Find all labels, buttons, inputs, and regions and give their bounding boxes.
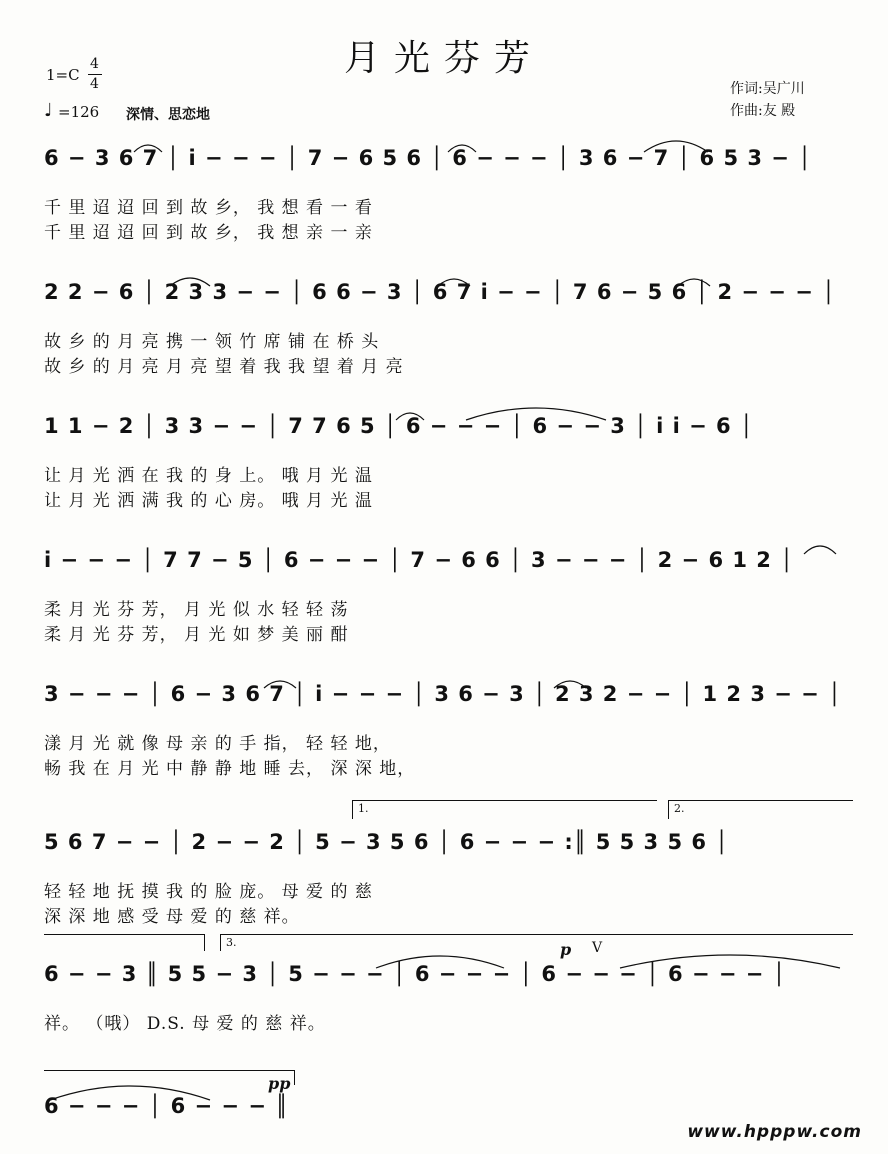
volta-bracket-1 <box>352 800 657 819</box>
lyrics-verse-1: 故 乡 的 月 亮 携 一 领 竹 席 铺 在 桥 头 <box>44 332 380 352</box>
volta-label-1: 1. <box>358 802 369 815</box>
jianpu-notes: 3 − − − │ 6 − 3 6 7 │ i − − − │ 3 6 − 3 │ 2 3 2 − − │ 1 2 3 − − │ <box>44 682 842 706</box>
tempo-marking: =126 <box>58 103 100 121</box>
dynamic-marking: p <box>560 940 572 959</box>
lyrics-verse-1: 柔 月 光 芬 芳， 月 光 似 水 轻 轻 荡 <box>44 600 349 620</box>
score-system-7 <box>0 936 888 1082</box>
lyrics-verse-1: 轻 轻 地 抚 摸 我 的 脸 庞。 母 爱 的 慈 <box>44 882 373 902</box>
breath-mark: V <box>592 940 603 956</box>
score-system-6 <box>0 802 888 950</box>
volta-bracket-continue <box>44 934 205 951</box>
lyrics-verse-1: 祥。 （哦） D.S. 母 爱 的 慈 祥。 <box>44 1014 326 1034</box>
jianpu-notes: 6 − − 3 ║ 5 5 − 3 │ 5 − − − │ 6 − − − │ 6 − − − │ 6 − − − │ <box>44 962 787 986</box>
jianpu-notes: 2 2 − 6 │ 2 3 3 − − │ 6 6 − 3 │ 6 7 i − − │ 7 6 − 5 6 │ 2 − − − │ <box>44 280 836 304</box>
score-system-4 <box>0 548 888 668</box>
score-system-5 <box>0 682 888 802</box>
lyricist-credit: 作词:吴广川 <box>730 81 805 97</box>
watermark: www.hpppw.com <box>687 1122 862 1142</box>
jianpu-notes: 1 1 − 2 │ 3 3 − − │ 7 7 6 5 │ 6 − − − │ 6 − − 3 │ i i − 6 │ <box>44 414 754 438</box>
dynamic-marking: pp <box>268 1074 291 1093</box>
lyrics-verse-1: 漾 月 光 就 像 母 亲 的 手 指， 轻 轻 地， <box>44 734 391 754</box>
key-signature: 1=C <box>46 66 80 84</box>
expression-marking: 深情、思恋地 <box>126 107 210 123</box>
volta-label-2: 2. <box>674 802 685 815</box>
time-signature-top: 4 <box>90 56 99 72</box>
volta-bracket-2 <box>668 800 853 819</box>
jianpu-notes: i − − − │ 7 7 − 5 │ 6 − − − │ 7 − 6 6 │ 3 − − − │ 2 − 6 1 2 │ <box>44 548 794 572</box>
volta-label-3: 3. <box>226 936 237 949</box>
jianpu-notes: 6 − 3 6 7 │ i − − − │ 7 − 6 5 6 │ 6 − − − │ 3 6 − 7 │ 6 5 3 − │ <box>44 146 812 170</box>
lyrics-verse-2: 千 里 迢 迢 回 到 故 乡， 我 想 亲 一 亲 <box>44 223 373 243</box>
jianpu-notes: 6 − − − │ 6 − − − ║ <box>44 1094 289 1118</box>
jianpu-notes: 5 6 7 − − │ 2 − − 2 │ 5 − 3 5 6 │ 6 − − − :║ 5 5 3 5 6 │ <box>44 830 729 854</box>
time-signature-line <box>88 74 102 75</box>
volta-bracket-final <box>44 1070 295 1085</box>
lyrics-verse-2: 畅 我 在 月 光 中 静 静 地 睡 去， 深 深 地， <box>44 759 416 779</box>
lyrics-verse-1: 让 月 光 洒 在 我 的 身 上。 哦 月 光 温 <box>44 466 373 486</box>
volta-bracket-3 <box>220 934 853 951</box>
time-signature-bottom: 4 <box>90 76 99 92</box>
quarter-note-icon: ♩ <box>44 100 53 121</box>
lyrics-verse-2: 故 乡 的 月 亮 月 亮 望 着 我 我 望 着 月 亮 <box>44 357 404 377</box>
composer-credit: 作曲:友 殿 <box>730 103 796 119</box>
lyrics-verse-2: 深 深 地 感 受 母 爱 的 慈 祥。 <box>44 907 300 927</box>
lyrics-verse-1: 千 里 迢 迢 回 到 故 乡， 我 想 看 一 看 <box>44 198 373 218</box>
lyrics-verse-2: 让 月 光 洒 满 我 的 心 房。 哦 月 光 温 <box>44 491 373 511</box>
song-title: 月光芬芳 <box>343 38 544 79</box>
score-system-3 <box>0 414 888 534</box>
score-system-2 <box>0 280 888 400</box>
lyrics-verse-2: 柔 月 光 芬 芳， 月 光 如 梦 美 丽 酣 <box>44 625 349 645</box>
score-system-1 <box>0 146 888 266</box>
